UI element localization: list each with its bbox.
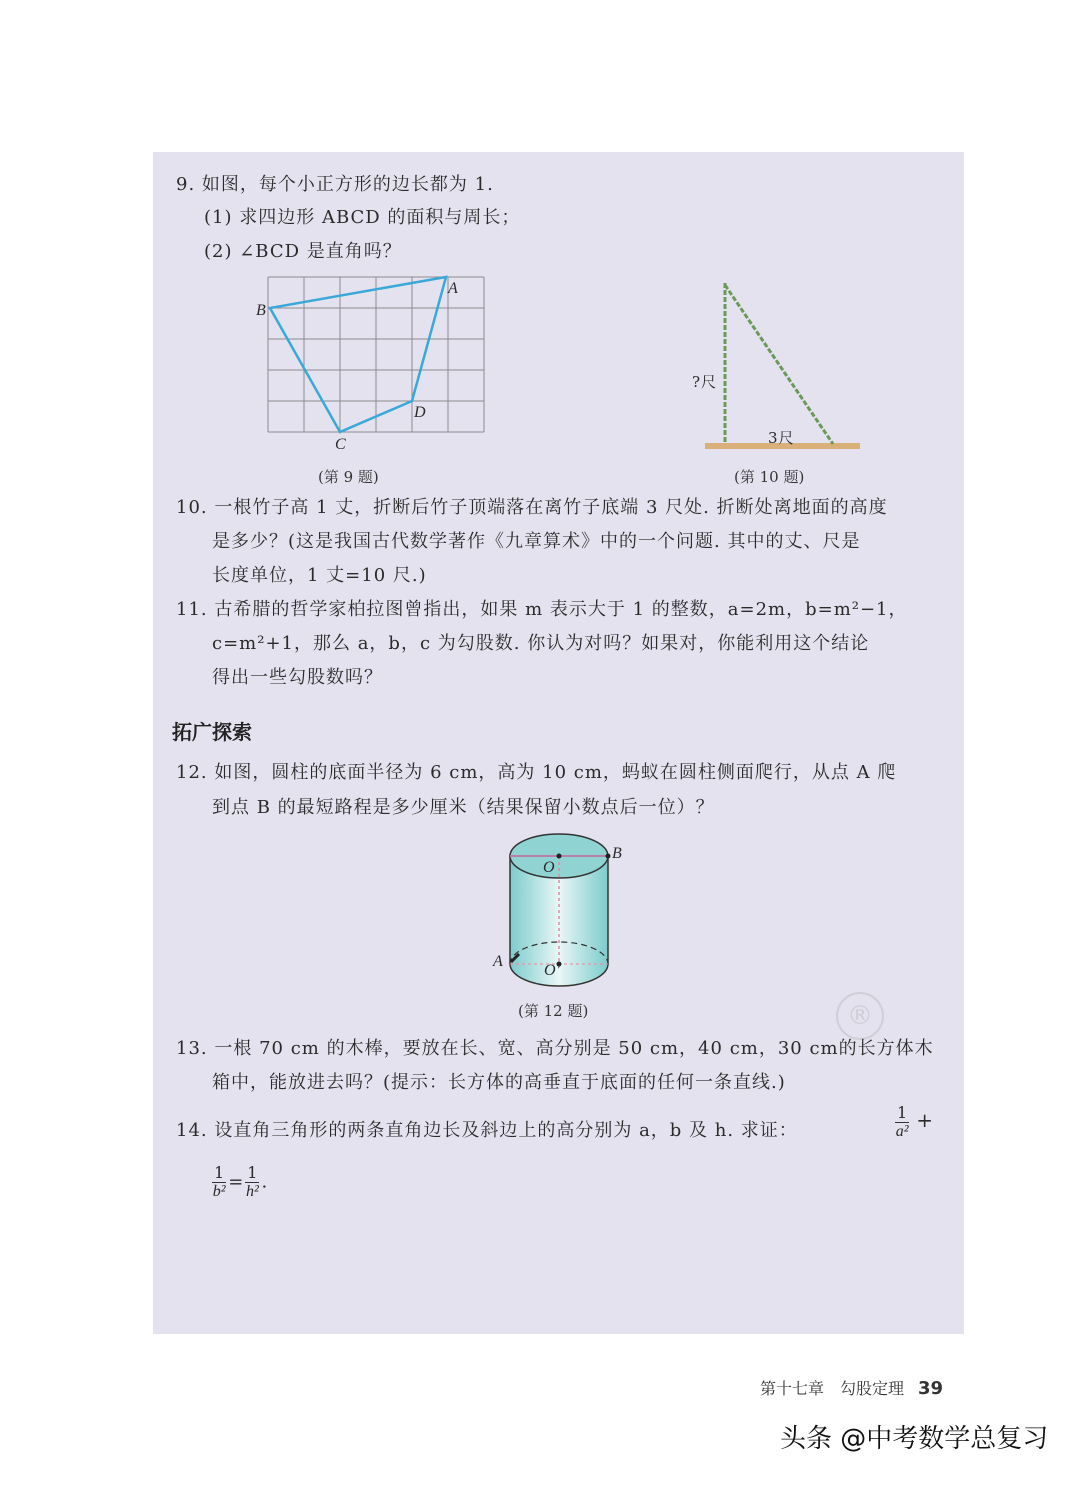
point-label-a: A bbox=[448, 280, 459, 297]
problem-14-line1 bbox=[176, 1120, 798, 1142]
chapter-title: 第十七章 勾股定理 bbox=[760, 1379, 905, 1398]
section-heading: 拓广探索 bbox=[172, 720, 252, 744]
page-footer bbox=[760, 1376, 943, 1399]
page-number: 39 bbox=[918, 1378, 944, 1399]
bamboo-base-label: 3尺 bbox=[768, 429, 795, 447]
center-label-o: O bbox=[543, 859, 556, 876]
point-label-a-cylinder: A bbox=[493, 953, 504, 970]
fraction-equation: $\frac{1}{\text{b²}}$ = $\frac{1}{\text{h²}}$ . bbox=[212, 1163, 268, 1200]
registered-mark: ® bbox=[836, 992, 884, 1040]
point-label-d: D bbox=[414, 404, 427, 421]
problem-10-line2: 是多少？(这是我国古代数学著作《九章算术》中的一个问题. 其中的丈、尺是 bbox=[212, 531, 861, 552]
problem-10-line1: 10. 一根竹子高 1 丈，折断后竹子顶端落在离竹子底端 3 尺处. 折断处离地面的高度 bbox=[176, 497, 888, 518]
center-label-o-prime: O′ bbox=[544, 962, 562, 979]
figure-10-caption: (第 10 题) bbox=[734, 468, 805, 486]
point-label-b-cylinder: B bbox=[612, 845, 623, 862]
problem-13-line1: 13. 一根 70 cm 的木棒，要放在长、宽、高分别是 50 cm，40 cm，30 cm的长方体木 bbox=[176, 1038, 934, 1059]
fraction-1-over-a2: $\frac{1}{\text{a²}}$ + bbox=[895, 1103, 934, 1140]
problem-10-line3: 长度单位，1 丈=10 尺.) bbox=[212, 565, 427, 586]
bamboo-height-label: ?尺 bbox=[692, 373, 718, 391]
figure-9-caption: (第 9 题) bbox=[318, 468, 379, 486]
problem-9-grid-figure bbox=[268, 277, 484, 435]
problem-9-sub2: (2) ∠BCD 是直角吗？ bbox=[204, 241, 402, 262]
problem-14-text: 14. 设直角三角形的两条直角边长及斜边上的高分别为 a，b 及 h. 求证： bbox=[176, 1120, 798, 1141]
figure-12-caption: (第 12 题) bbox=[518, 1002, 589, 1020]
problem-11-line2: c=m²+1，那么 a，b，c 为勾股数. 你认为对吗？如果对，你能利用这个结论 bbox=[212, 633, 870, 654]
problem-12-line1: 12. 如图，圆柱的底面半径为 6 cm，高为 10 cm，蚂蚁在圆柱侧面爬行，从点 A 爬 bbox=[176, 762, 897, 783]
problem-13-line2: 箱中，能放进去吗？(提示：长方体的高垂直于底面的任何一条直线.) bbox=[212, 1072, 786, 1093]
point-label-c: C bbox=[335, 436, 347, 453]
problem-9-text: 9. 如图，每个小正方形的边长都为 1. bbox=[176, 174, 494, 195]
problem-12-line2: 到点 B 的最短路程是多少厘米（结果保留小数点后一位）？ bbox=[212, 797, 715, 818]
source-watermark: 头条 @中考数学总复习 bbox=[780, 1424, 1049, 1454]
problem-11-line3: 得出一些勾股数吗？ bbox=[212, 667, 383, 688]
problem-9-sub1: (1) 求四边形 ABCD 的面积与周长； bbox=[204, 207, 521, 228]
problem-11-line1: 11. 古希腊的哲学家柏拉图曾指出，如果 m 表示大于 1 的整数，a=2m，b=m²−1， bbox=[176, 599, 908, 620]
point-label-b: B bbox=[256, 302, 267, 319]
